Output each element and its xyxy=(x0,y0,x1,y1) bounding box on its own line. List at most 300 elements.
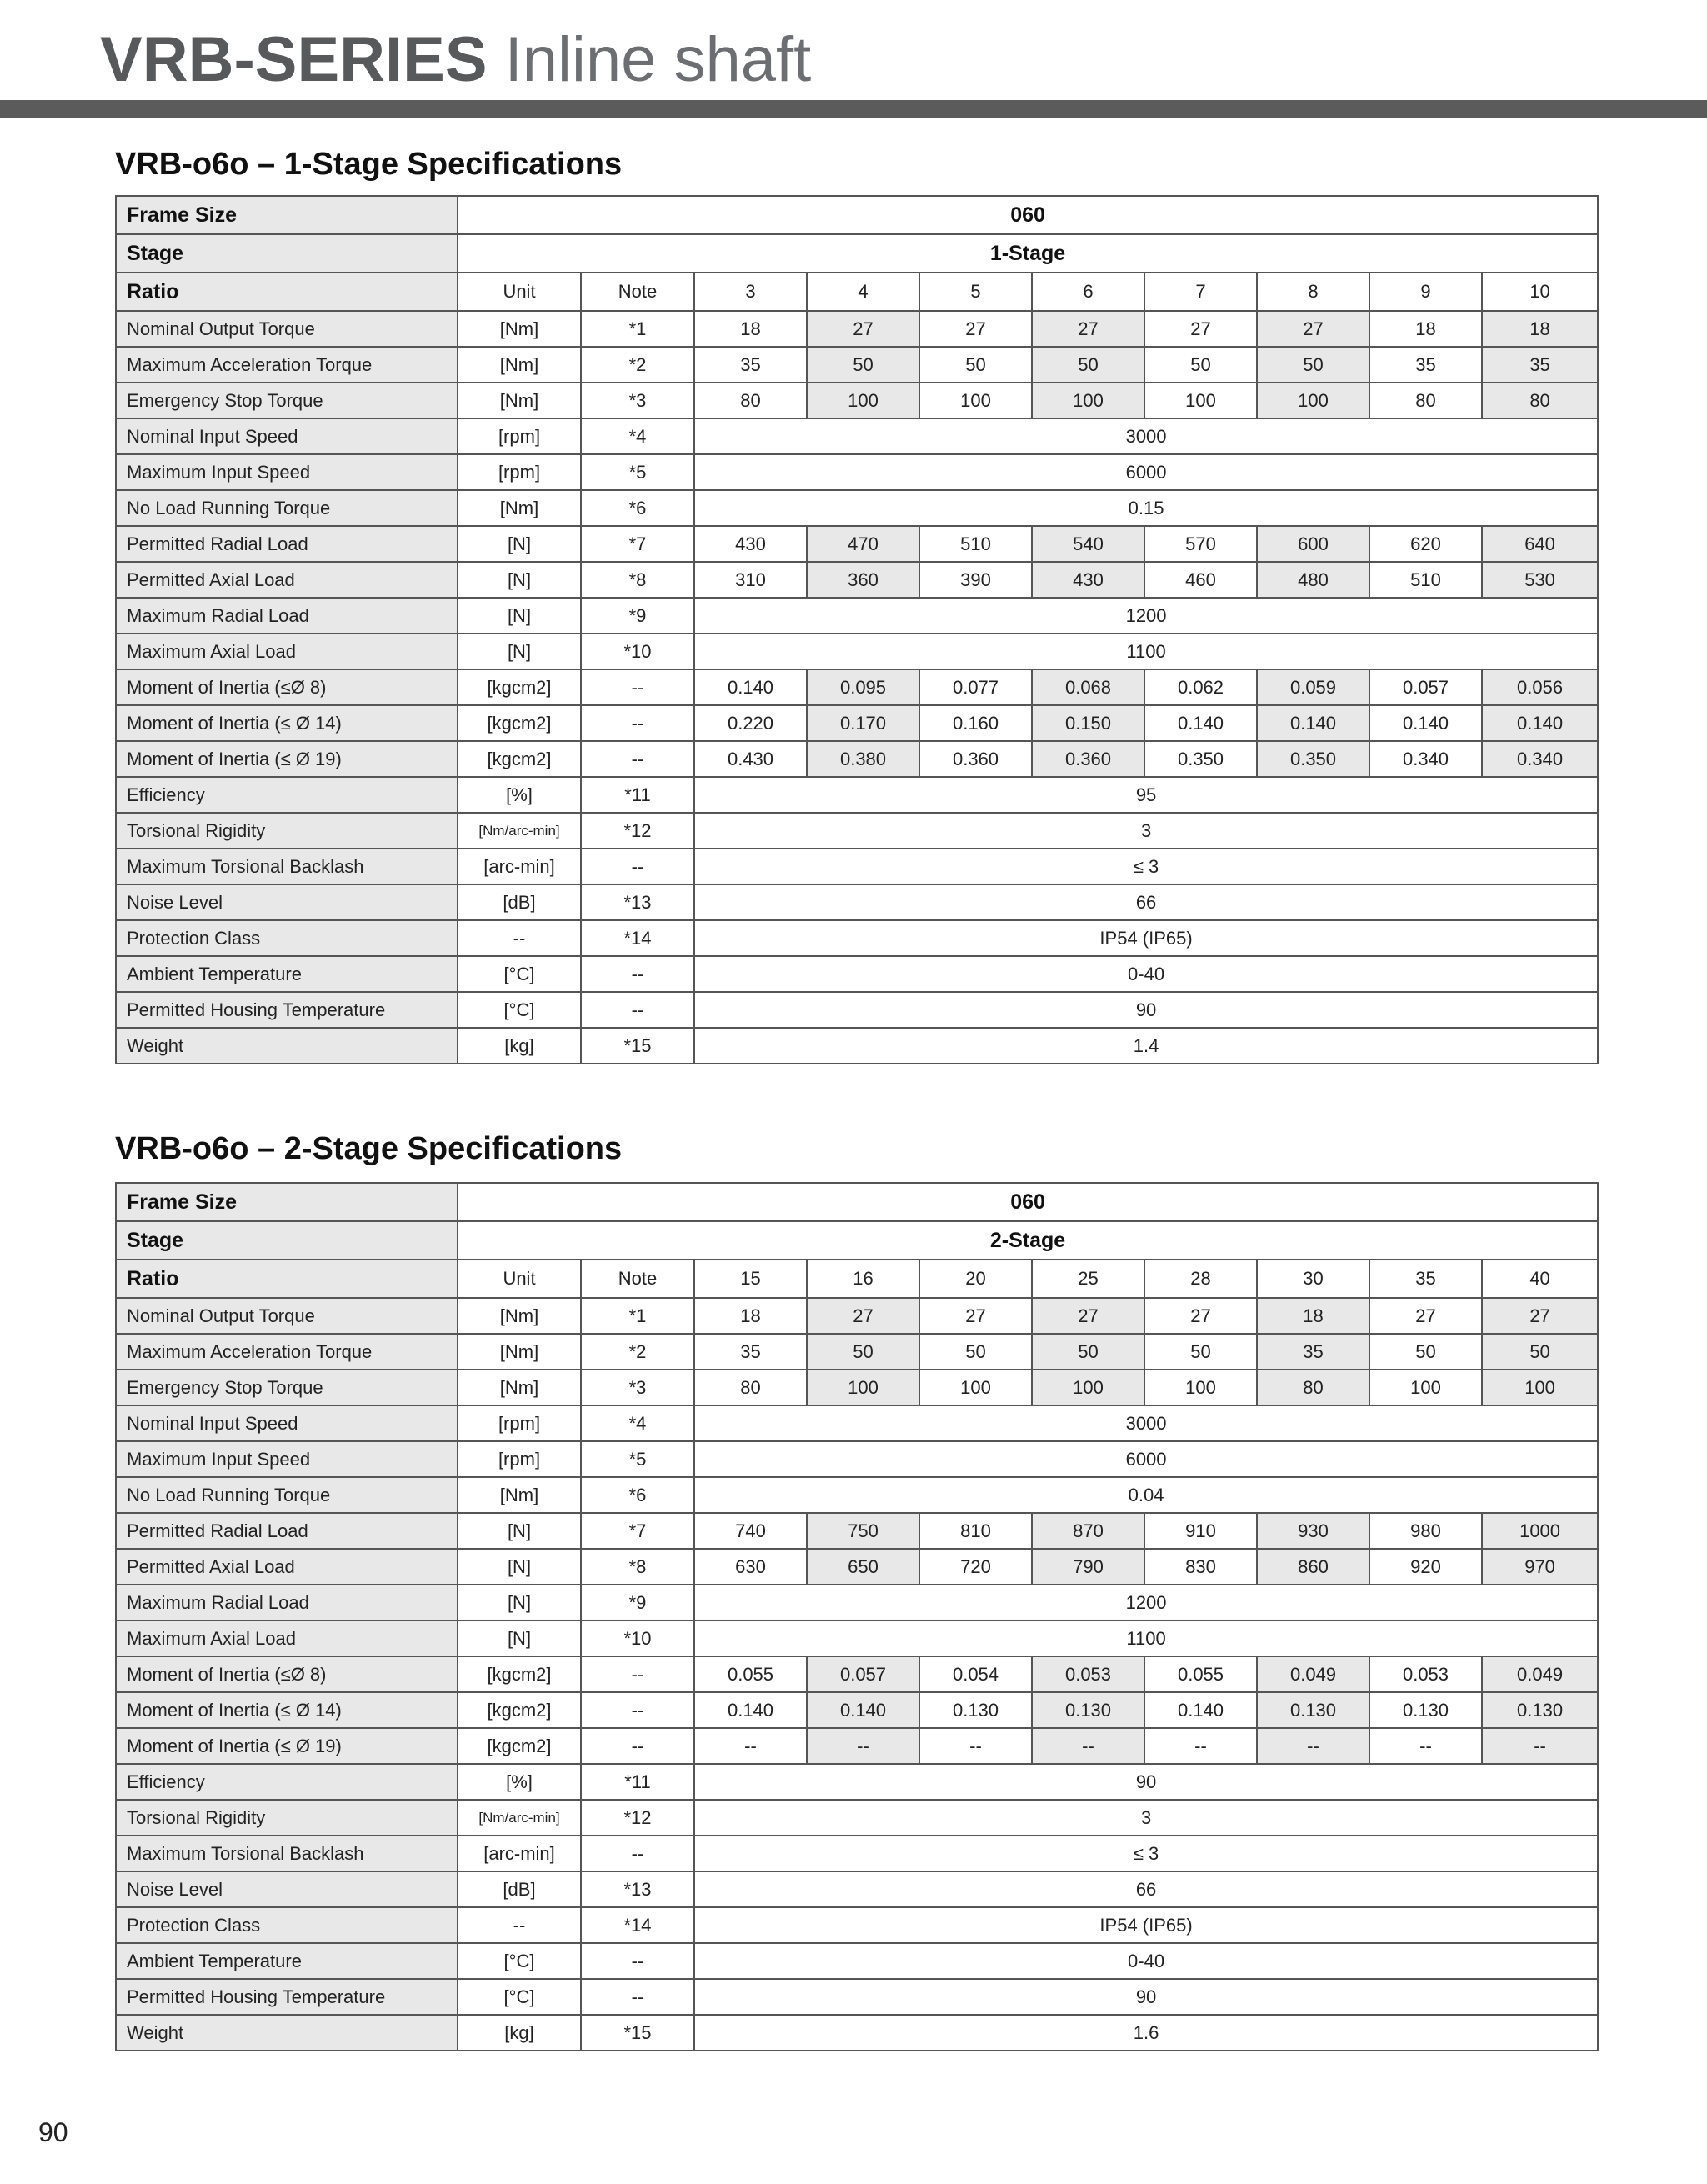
spec-value: 0.340 xyxy=(1482,741,1598,777)
spec-row xyxy=(116,2015,1598,2051)
spec-unit: [N] xyxy=(458,598,581,634)
spec-value: 750 xyxy=(807,1513,919,1549)
spec-table-2-stage xyxy=(115,1182,1599,2051)
spec-unit: -- xyxy=(458,1907,581,1943)
spec-note: *13 xyxy=(581,1871,694,1907)
spec-row xyxy=(116,1405,1598,1441)
ratio-row xyxy=(116,273,1598,311)
spec-row xyxy=(116,992,1598,1028)
spec-value: 50 xyxy=(807,347,919,383)
spec-unit: [rpm] xyxy=(458,1441,581,1477)
spec-value: 0.140 xyxy=(1369,705,1482,741)
spec-label: Maximum Input Speed xyxy=(116,454,458,490)
spec-unit: [kg] xyxy=(458,2015,581,2051)
spec-value: 35 xyxy=(1369,347,1482,383)
spec-value: 0.053 xyxy=(1032,1656,1144,1692)
spec-row xyxy=(116,1836,1598,1871)
spec-value: 430 xyxy=(1032,562,1144,598)
spec-label: Weight xyxy=(116,1028,458,1064)
spec-unit: [Nm] xyxy=(458,1477,581,1513)
spec-note: *15 xyxy=(581,2015,694,2051)
spec-unit: [Nm/arc-min] xyxy=(458,1800,581,1836)
spec-value: 830 xyxy=(1144,1549,1257,1585)
spec-note: *2 xyxy=(581,347,694,383)
spec-unit: [kgcm2] xyxy=(458,669,581,705)
spec-value: 0.068 xyxy=(1032,669,1144,705)
spec-row xyxy=(116,1692,1598,1728)
spec-note: *6 xyxy=(581,1477,694,1513)
spec-row xyxy=(116,1979,1598,2015)
spec-value: 0.140 xyxy=(1144,1692,1257,1728)
spec-label: Protection Class xyxy=(116,1907,458,1943)
spec-value: 0.170 xyxy=(807,705,919,741)
spec-label: Permitted Radial Load xyxy=(116,1513,458,1549)
spec-unit: [Nm] xyxy=(458,347,581,383)
spec-value-span: 1.4 xyxy=(694,1028,1598,1064)
spec-label: Protection Class xyxy=(116,920,458,956)
spec-value: 0.130 xyxy=(1369,1692,1482,1728)
spec-value: -- xyxy=(1369,1728,1482,1764)
ratio-value: 15 xyxy=(694,1260,807,1298)
spec-value: 0.140 xyxy=(1482,705,1598,741)
spec-value: 27 xyxy=(919,1298,1032,1334)
spec-value: 0.340 xyxy=(1369,741,1482,777)
spec-label: Moment of Inertia (≤Ø 8) xyxy=(116,1656,458,1692)
spec-value: 0.150 xyxy=(1032,705,1144,741)
spec-label: Ambient Temperature xyxy=(116,956,458,992)
stage-label: Stage xyxy=(116,234,458,273)
spec-value: 50 xyxy=(807,1334,919,1370)
spec-value: 35 xyxy=(694,347,807,383)
spec-row xyxy=(116,1549,1598,1585)
spec-row xyxy=(116,956,1598,992)
spec-unit: -- xyxy=(458,920,581,956)
spec-note: *3 xyxy=(581,1370,694,1405)
spec-value-span: 90 xyxy=(694,1979,1598,2015)
spec-unit: [arc-min] xyxy=(458,1836,581,1871)
spec-value-span: 3 xyxy=(694,1800,1598,1836)
spec-row xyxy=(116,1800,1598,1836)
spec-unit: [kgcm2] xyxy=(458,1656,581,1692)
spec-unit: [kgcm2] xyxy=(458,1728,581,1764)
spec-note: *9 xyxy=(581,1585,694,1620)
spec-value: 27 xyxy=(1482,1298,1598,1334)
spec-unit: [N] xyxy=(458,634,581,669)
spec-unit: [%] xyxy=(458,1764,581,1800)
spec-row xyxy=(116,1298,1598,1334)
spec-unit: [°C] xyxy=(458,1943,581,1979)
spec-value: 80 xyxy=(1257,1370,1369,1405)
spec-value: 360 xyxy=(807,562,919,598)
spec-value: 0.130 xyxy=(1032,1692,1144,1728)
spec-value-span: 6000 xyxy=(694,454,1598,490)
spec-value: 0.059 xyxy=(1257,669,1369,705)
spec-value: 1000 xyxy=(1482,1513,1598,1549)
ratio-value: 9 xyxy=(1369,273,1482,311)
spec-note: -- xyxy=(581,669,694,705)
spec-note: -- xyxy=(581,1692,694,1728)
frame-size-label: Frame Size xyxy=(116,196,458,234)
spec-label: Maximum Acceleration Torque xyxy=(116,1334,458,1370)
spec-label: Maximum Acceleration Torque xyxy=(116,347,458,383)
spec-row xyxy=(116,526,1598,562)
header-divider-bar xyxy=(0,100,1707,118)
spec-value-span: 3000 xyxy=(694,1405,1598,1441)
spec-value: 18 xyxy=(1369,311,1482,347)
spec-unit: [°C] xyxy=(458,956,581,992)
spec-row xyxy=(116,741,1598,777)
spec-row xyxy=(116,813,1598,849)
spec-value: 0.057 xyxy=(807,1656,919,1692)
spec-unit: [°C] xyxy=(458,1979,581,2015)
spec-unit: [kgcm2] xyxy=(458,1692,581,1728)
spec-value: 80 xyxy=(694,1370,807,1405)
spec-label: Nominal Output Torque xyxy=(116,311,458,347)
spec-value: 0.220 xyxy=(694,705,807,741)
spec-value-span: ≤ 3 xyxy=(694,849,1598,884)
ratio-value: 6 xyxy=(1032,273,1144,311)
spec-value-span: 0-40 xyxy=(694,956,1598,992)
spec-value: 50 xyxy=(1369,1334,1482,1370)
spec-value: 0.350 xyxy=(1257,741,1369,777)
spec-value: 27 xyxy=(1032,1298,1144,1334)
spec-unit: [N] xyxy=(458,1620,581,1656)
spec-unit: [kgcm2] xyxy=(458,705,581,741)
spec-row xyxy=(116,920,1598,956)
spec-value: 540 xyxy=(1032,526,1144,562)
spec-label: Emergency Stop Torque xyxy=(116,383,458,418)
spec-unit: [%] xyxy=(458,777,581,813)
spec-value: 0.130 xyxy=(1257,1692,1369,1728)
spec-value: 18 xyxy=(694,311,807,347)
spec-value: 50 xyxy=(919,1334,1032,1370)
spec-label: Maximum Input Speed xyxy=(116,1441,458,1477)
spec-row xyxy=(116,383,1598,418)
spec-value: 100 xyxy=(807,383,919,418)
spec-value: 27 xyxy=(807,311,919,347)
spec-value: 100 xyxy=(1257,383,1369,418)
spec-row xyxy=(116,669,1598,705)
spec-value: 0.140 xyxy=(1144,705,1257,741)
spec-value: 50 xyxy=(1144,347,1257,383)
spec-value: 650 xyxy=(807,1549,919,1585)
spec-unit: [Nm] xyxy=(458,1370,581,1405)
spec-note: *10 xyxy=(581,634,694,669)
spec-note: -- xyxy=(581,956,694,992)
spec-value: 0.049 xyxy=(1257,1656,1369,1692)
spec-value: 0.360 xyxy=(919,741,1032,777)
spec-note: -- xyxy=(581,1836,694,1871)
stage-row xyxy=(116,234,1598,273)
spec-value: 50 xyxy=(1032,347,1144,383)
spec-value: -- xyxy=(919,1728,1032,1764)
spec-value: 0.130 xyxy=(919,1692,1032,1728)
spec-note: -- xyxy=(581,1979,694,2015)
spec-note: *15 xyxy=(581,1028,694,1064)
ratio-value: 16 xyxy=(807,1260,919,1298)
spec-value: 310 xyxy=(694,562,807,598)
note-header: Note xyxy=(581,1260,694,1298)
spec-note: -- xyxy=(581,741,694,777)
stage-label: Stage xyxy=(116,1221,458,1260)
spec-row xyxy=(116,490,1598,526)
unit-header: Unit xyxy=(458,273,581,311)
spec-value: 930 xyxy=(1257,1513,1369,1549)
spec-note: *8 xyxy=(581,1549,694,1585)
spec-label: Noise Level xyxy=(116,1871,458,1907)
spec-note: *5 xyxy=(581,1441,694,1477)
spec-unit: [kgcm2] xyxy=(458,741,581,777)
spec-value-span: 0.04 xyxy=(694,1477,1598,1513)
spec-row xyxy=(116,1028,1598,1064)
spec-value: 27 xyxy=(1144,1298,1257,1334)
ratio-value: 3 xyxy=(694,273,807,311)
spec-note: *12 xyxy=(581,813,694,849)
spec-label: Permitted Housing Temperature xyxy=(116,1979,458,2015)
spec-value: -- xyxy=(1257,1728,1369,1764)
spec-label: Maximum Torsional Backlash xyxy=(116,849,458,884)
spec-value: 860 xyxy=(1257,1549,1369,1585)
spec-unit: [Nm/arc-min] xyxy=(458,813,581,849)
spec-value: 0.350 xyxy=(1144,741,1257,777)
spec-unit: [rpm] xyxy=(458,454,581,490)
ratio-value: 4 xyxy=(807,273,919,311)
spec-value: 100 xyxy=(1144,383,1257,418)
spec-unit: [N] xyxy=(458,526,581,562)
spec-row xyxy=(116,1728,1598,1764)
ratio-value: 8 xyxy=(1257,273,1369,311)
spec-value: 27 xyxy=(1257,311,1369,347)
spec-label: Efficiency xyxy=(116,777,458,813)
spec-note: *14 xyxy=(581,1907,694,1943)
spec-value-span: 90 xyxy=(694,992,1598,1028)
spec-value: 0.360 xyxy=(1032,741,1144,777)
spec-value: 790 xyxy=(1032,1549,1144,1585)
spec-row xyxy=(116,347,1598,383)
spec-value-span: 1100 xyxy=(694,1620,1598,1656)
spec-row xyxy=(116,777,1598,813)
spec-value: 480 xyxy=(1257,562,1369,598)
series-name: VRB-SERIES xyxy=(100,24,488,95)
unit-header: Unit xyxy=(458,1260,581,1298)
ratio-value: 40 xyxy=(1482,1260,1598,1298)
spec-row xyxy=(116,1764,1598,1800)
spec-unit: [rpm] xyxy=(458,1405,581,1441)
spec-value: -- xyxy=(694,1728,807,1764)
spec-row xyxy=(116,598,1598,634)
page-title xyxy=(100,18,811,102)
section-title-1-stage: VRB-o6o – 1-Stage Specifications xyxy=(115,147,623,182)
spec-unit: [N] xyxy=(458,1585,581,1620)
spec-value: 80 xyxy=(1369,383,1482,418)
spec-value: 740 xyxy=(694,1513,807,1549)
spec-label: Nominal Input Speed xyxy=(116,418,458,454)
spec-value: 35 xyxy=(1257,1334,1369,1370)
spec-value: 100 xyxy=(919,383,1032,418)
ratio-value: 28 xyxy=(1144,1260,1257,1298)
spec-value: 0.130 xyxy=(1482,1692,1598,1728)
spec-label: Moment of Inertia (≤ Ø 14) xyxy=(116,705,458,741)
spec-value: 430 xyxy=(694,526,807,562)
spec-value-span: 1.6 xyxy=(694,2015,1598,2051)
ratio-value: 20 xyxy=(919,1260,1032,1298)
spec-value: 600 xyxy=(1257,526,1369,562)
spec-row xyxy=(116,1334,1598,1370)
spec-value: 0.140 xyxy=(694,1692,807,1728)
page-header xyxy=(0,0,1707,121)
page-number: 90 xyxy=(38,2117,68,2147)
spec-value-span: 0-40 xyxy=(694,1943,1598,1979)
spec-value: 0.160 xyxy=(919,705,1032,741)
spec-value: 100 xyxy=(807,1370,919,1405)
spec-unit: [Nm] xyxy=(458,1298,581,1334)
frame-size-label: Frame Size xyxy=(116,1183,458,1221)
spec-value: 27 xyxy=(1032,311,1144,347)
spec-value: 470 xyxy=(807,526,919,562)
spec-unit: [Nm] xyxy=(458,311,581,347)
spec-note: -- xyxy=(581,1728,694,1764)
spec-value: 510 xyxy=(919,526,1032,562)
spec-row xyxy=(116,454,1598,490)
spec-label: Permitted Housing Temperature xyxy=(116,992,458,1028)
spec-value: 27 xyxy=(919,311,1032,347)
spec-value: 18 xyxy=(1482,311,1598,347)
stage-row xyxy=(116,1221,1598,1260)
spec-note: *11 xyxy=(581,1764,694,1800)
spec-value-span: 1200 xyxy=(694,1585,1598,1620)
spec-unit: [Nm] xyxy=(458,383,581,418)
spec-value: 870 xyxy=(1032,1513,1144,1549)
spec-row xyxy=(116,311,1598,347)
series-subtitle: Inline shaft xyxy=(504,24,812,95)
spec-note: *2 xyxy=(581,1334,694,1370)
spec-label: Ambient Temperature xyxy=(116,1943,458,1979)
spec-row xyxy=(116,884,1598,920)
spec-label: Torsional Rigidity xyxy=(116,813,458,849)
spec-row xyxy=(116,1370,1598,1405)
frame-size-row xyxy=(116,196,1598,234)
spec-label: No Load Running Torque xyxy=(116,1477,458,1513)
spec-note: -- xyxy=(581,1943,694,1979)
spec-unit: [dB] xyxy=(458,1871,581,1907)
spec-label: Maximum Axial Load xyxy=(116,634,458,669)
ratio-row xyxy=(116,1260,1598,1298)
frame-size-value: 060 xyxy=(458,1183,1598,1221)
spec-note: *14 xyxy=(581,920,694,956)
spec-unit: [N] xyxy=(458,1513,581,1549)
spec-value-span: 1200 xyxy=(694,598,1598,634)
spec-value-span: IP54 (IP65) xyxy=(694,920,1598,956)
spec-row xyxy=(116,849,1598,884)
spec-value-span: 66 xyxy=(694,884,1598,920)
spec-value: -- xyxy=(1482,1728,1598,1764)
spec-value-span: IP54 (IP65) xyxy=(694,1907,1598,1943)
ratio-value: 5 xyxy=(919,273,1032,311)
spec-value: 0.140 xyxy=(807,1692,919,1728)
spec-note: *8 xyxy=(581,562,694,598)
spec-unit: [N] xyxy=(458,562,581,598)
spec-unit: [kg] xyxy=(458,1028,581,1064)
spec-note: *1 xyxy=(581,311,694,347)
spec-note: -- xyxy=(581,705,694,741)
spec-label: Weight xyxy=(116,2015,458,2051)
spec-value-span: 0.15 xyxy=(694,490,1598,526)
spec-label: Torsional Rigidity xyxy=(116,1800,458,1836)
spec-value: 27 xyxy=(1369,1298,1482,1334)
spec-value: 530 xyxy=(1482,562,1598,598)
spec-value: 0.380 xyxy=(807,741,919,777)
spec-value: 810 xyxy=(919,1513,1032,1549)
spec-value: 50 xyxy=(1257,347,1369,383)
spec-row xyxy=(116,1513,1598,1549)
spec-label: Moment of Inertia (≤ Ø 19) xyxy=(116,741,458,777)
spec-label: Permitted Axial Load xyxy=(116,562,458,598)
spec-label: Moment of Inertia (≤ Ø 14) xyxy=(116,1692,458,1728)
spec-value: 510 xyxy=(1369,562,1482,598)
spec-row xyxy=(116,1477,1598,1513)
stage-value: 1-Stage xyxy=(458,234,1598,273)
spec-value: 0.095 xyxy=(807,669,919,705)
spec-value: 100 xyxy=(1482,1370,1598,1405)
spec-value: 720 xyxy=(919,1549,1032,1585)
spec-value: 640 xyxy=(1482,526,1598,562)
spec-value: 50 xyxy=(919,347,1032,383)
spec-value: 0.055 xyxy=(694,1656,807,1692)
spec-value: 0.140 xyxy=(694,669,807,705)
spec-unit: [°C] xyxy=(458,992,581,1028)
ratio-label: Ratio xyxy=(116,273,458,311)
spec-row xyxy=(116,1907,1598,1943)
spec-value: 0.055 xyxy=(1144,1656,1257,1692)
spec-value: 970 xyxy=(1482,1549,1598,1585)
spec-value: 0.140 xyxy=(1257,705,1369,741)
spec-value: 18 xyxy=(694,1298,807,1334)
spec-unit: [arc-min] xyxy=(458,849,581,884)
spec-note: *7 xyxy=(581,1513,694,1549)
spec-unit: [dB] xyxy=(458,884,581,920)
spec-value: 980 xyxy=(1369,1513,1482,1549)
spec-note: *11 xyxy=(581,777,694,813)
spec-value-span: 95 xyxy=(694,777,1598,813)
spec-value: 100 xyxy=(1032,383,1144,418)
spec-value: 35 xyxy=(1482,347,1598,383)
spec-row xyxy=(116,705,1598,741)
spec-row xyxy=(116,418,1598,454)
spec-value: 0.054 xyxy=(919,1656,1032,1692)
spec-value: 50 xyxy=(1144,1334,1257,1370)
spec-label: Maximum Radial Load xyxy=(116,598,458,634)
spec-label: Permitted Radial Load xyxy=(116,526,458,562)
spec-value: 0.062 xyxy=(1144,669,1257,705)
frame-size-row xyxy=(116,1183,1598,1221)
spec-value: 100 xyxy=(1144,1370,1257,1405)
spec-value: 35 xyxy=(694,1334,807,1370)
spec-value: 0.077 xyxy=(919,669,1032,705)
frame-size-value: 060 xyxy=(458,196,1598,234)
spec-value: 460 xyxy=(1144,562,1257,598)
spec-value: -- xyxy=(807,1728,919,1764)
spec-row xyxy=(116,1585,1598,1620)
spec-note: *4 xyxy=(581,418,694,454)
ratio-value: 10 xyxy=(1482,273,1598,311)
spec-label: Nominal Output Torque xyxy=(116,1298,458,1334)
spec-note: *9 xyxy=(581,598,694,634)
spec-label: Noise Level xyxy=(116,884,458,920)
note-header: Note xyxy=(581,273,694,311)
spec-note: *5 xyxy=(581,454,694,490)
spec-value: 0.056 xyxy=(1482,669,1598,705)
stage-value: 2-Stage xyxy=(458,1221,1598,1260)
